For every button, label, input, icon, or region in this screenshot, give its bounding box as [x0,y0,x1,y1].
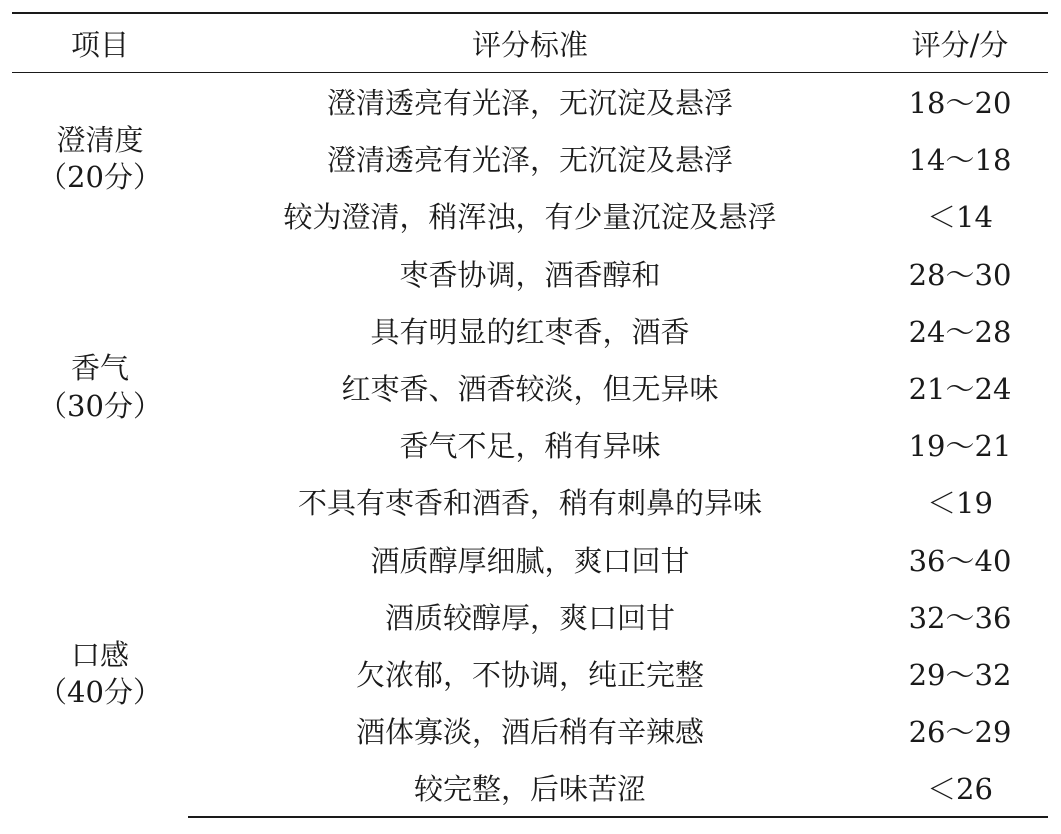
criteria-cell: 香气不足，稍有异味 [399,429,661,464]
score-cell: ＜14 [927,200,993,235]
score-cell: 21～24 [908,372,1012,407]
header-item: 项目 [12,13,188,73]
item-name: 口感 [70,637,129,672]
header-criteria: 评分标准 [188,13,872,73]
score-cell: 18～20 [908,86,1012,121]
score-cell: 14～18 [908,143,1012,178]
header-row [12,13,1048,73]
scoring-table-container [12,0,1048,834]
criteria-cell: 澄清透亮有光泽，无沉淀及悬浮 [326,86,733,121]
item-cell-aroma [12,245,188,531]
score-cell: 29～32 [908,657,1012,692]
criteria-cell: 酒体寡淡，酒后稍有辛辣感 [355,715,704,750]
score-cell: 36～40 [908,543,1012,578]
score-cell: 24～28 [908,314,1012,349]
score-cell: 28～30 [908,257,1012,292]
table-row [12,73,1048,131]
score-cell: 19～21 [908,429,1012,464]
criteria-cell: 酒质醇厚细腻，爽口回甘 [370,543,690,578]
criteria-cell: 红枣香、酒香较淡，但无异味 [341,372,719,407]
score-cell: 32～36 [908,600,1012,635]
criteria-cell: 酒质较醇厚，爽口回甘 [384,600,675,635]
table-row [12,531,1048,588]
item-points: （20分） [38,159,162,194]
item-cell-clarity [12,73,188,245]
score-cell: ＜26 [872,759,1048,817]
item-points: （30分） [38,388,162,423]
criteria-cell: 较为澄清，稍浑浊，有少量沉淀及悬浮 [283,200,777,235]
criteria-cell: 不具有枣香和酒香，稍有刺鼻的异味 [297,486,762,521]
item-cell-taste [12,531,188,818]
criteria-cell: 枣香协调，酒香醇和 [399,257,661,292]
criteria-cell: 欠浓郁，不协调，纯正完整 [355,657,704,692]
criteria-cell: 较完整，后味苦涩 [188,759,872,817]
table-row [12,245,1048,302]
item-name: 澄清度 [56,122,144,157]
scoring-table [12,12,1048,818]
item-name: 香气 [70,351,129,386]
score-cell: ＜19 [927,486,993,521]
header-score: 评分/分 [872,13,1048,73]
table-header [12,13,1048,73]
criteria-cell: 澄清透亮有光泽，无沉淀及悬浮 [326,143,733,178]
table-body [12,73,1048,818]
criteria-cell: 具有明显的红枣香，酒香 [370,314,690,349]
item-points: （40分） [38,674,162,709]
score-cell: 26～29 [908,715,1012,750]
